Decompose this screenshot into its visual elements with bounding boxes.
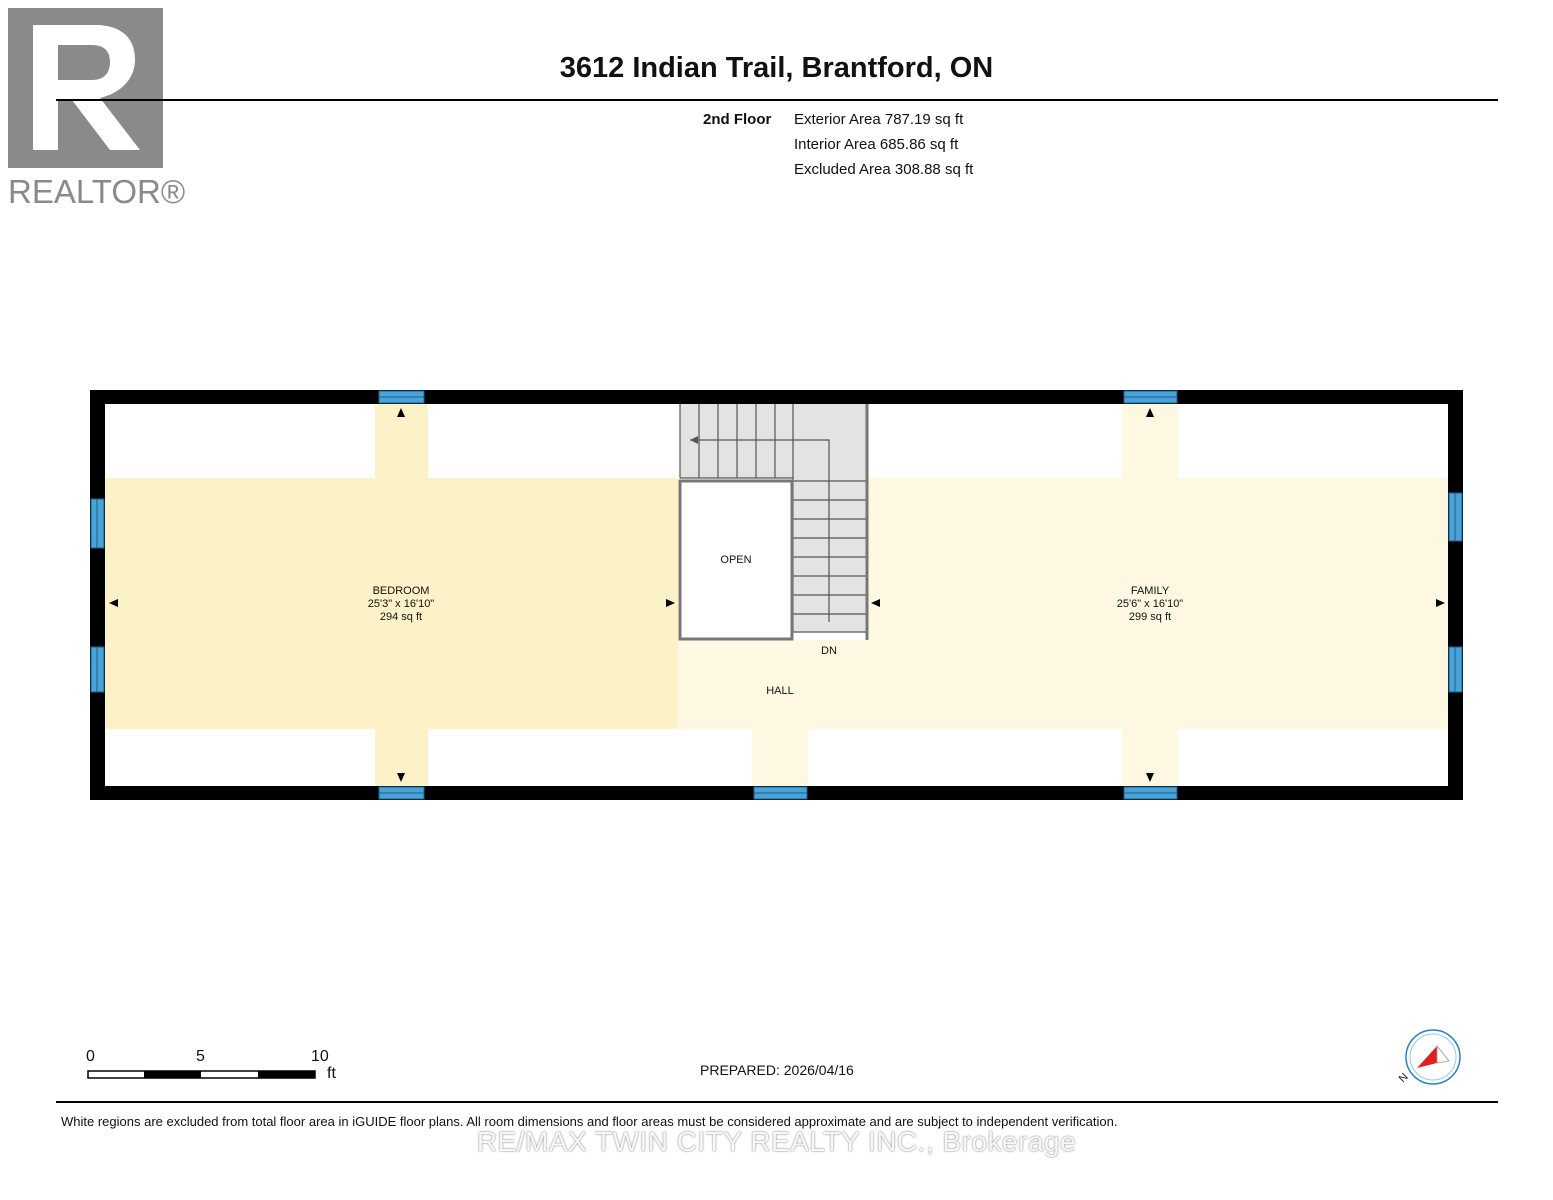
- interior-area: Interior Area 685.86 sq ft: [794, 136, 959, 153]
- scale-label-5: 5: [196, 1048, 205, 1065]
- bedroom-label: BEDROOM: [372, 585, 430, 597]
- realtor-logo-text: REALTOR®: [8, 173, 186, 210]
- compass-icon: [1397, 1030, 1460, 1085]
- watermark: RE/MAX TWIN CITY REALTY INC., Brokerage: [476, 1126, 1077, 1157]
- scale-label-0: 0: [86, 1048, 95, 1065]
- family-area: 299 sq ft: [1128, 611, 1172, 623]
- open-label: OPEN: [720, 554, 752, 566]
- disclaimer: White regions are excluded from total floor area in iGUIDE floor plans. All room dimensions and floor areas must be considered approximate and are subject to independent verification.: [61, 1114, 1118, 1129]
- page-title: 3612 Indian Trail, Brantford, ON: [559, 52, 994, 84]
- bedroom-dimensions: 25'3" x 16'10": [367, 598, 435, 610]
- family-dimensions: 25'6" x 16'10": [1116, 598, 1184, 610]
- scale-bar: [88, 1071, 315, 1078]
- bedroom-area: 294 sq ft: [379, 611, 423, 623]
- footer-divider: [56, 1101, 1498, 1103]
- scale-label-10: 10: [311, 1048, 329, 1065]
- stairs-down-label: DN: [821, 645, 837, 657]
- hall-door-zone: [752, 729, 808, 786]
- compass-north-label: N: [1396, 1071, 1411, 1086]
- excluded-area: Excluded Area 308.88 sq ft: [794, 161, 974, 178]
- family-label: FAMILY: [1130, 585, 1170, 597]
- scale-unit: ft: [327, 1065, 336, 1082]
- exterior-area: Exterior Area 787.19 sq ft: [794, 111, 964, 128]
- hall-label: HALL: [766, 685, 794, 697]
- prepared-date: PREPARED: 2026/04/16: [700, 1062, 854, 1078]
- floor-name: 2nd Floor: [703, 111, 772, 128]
